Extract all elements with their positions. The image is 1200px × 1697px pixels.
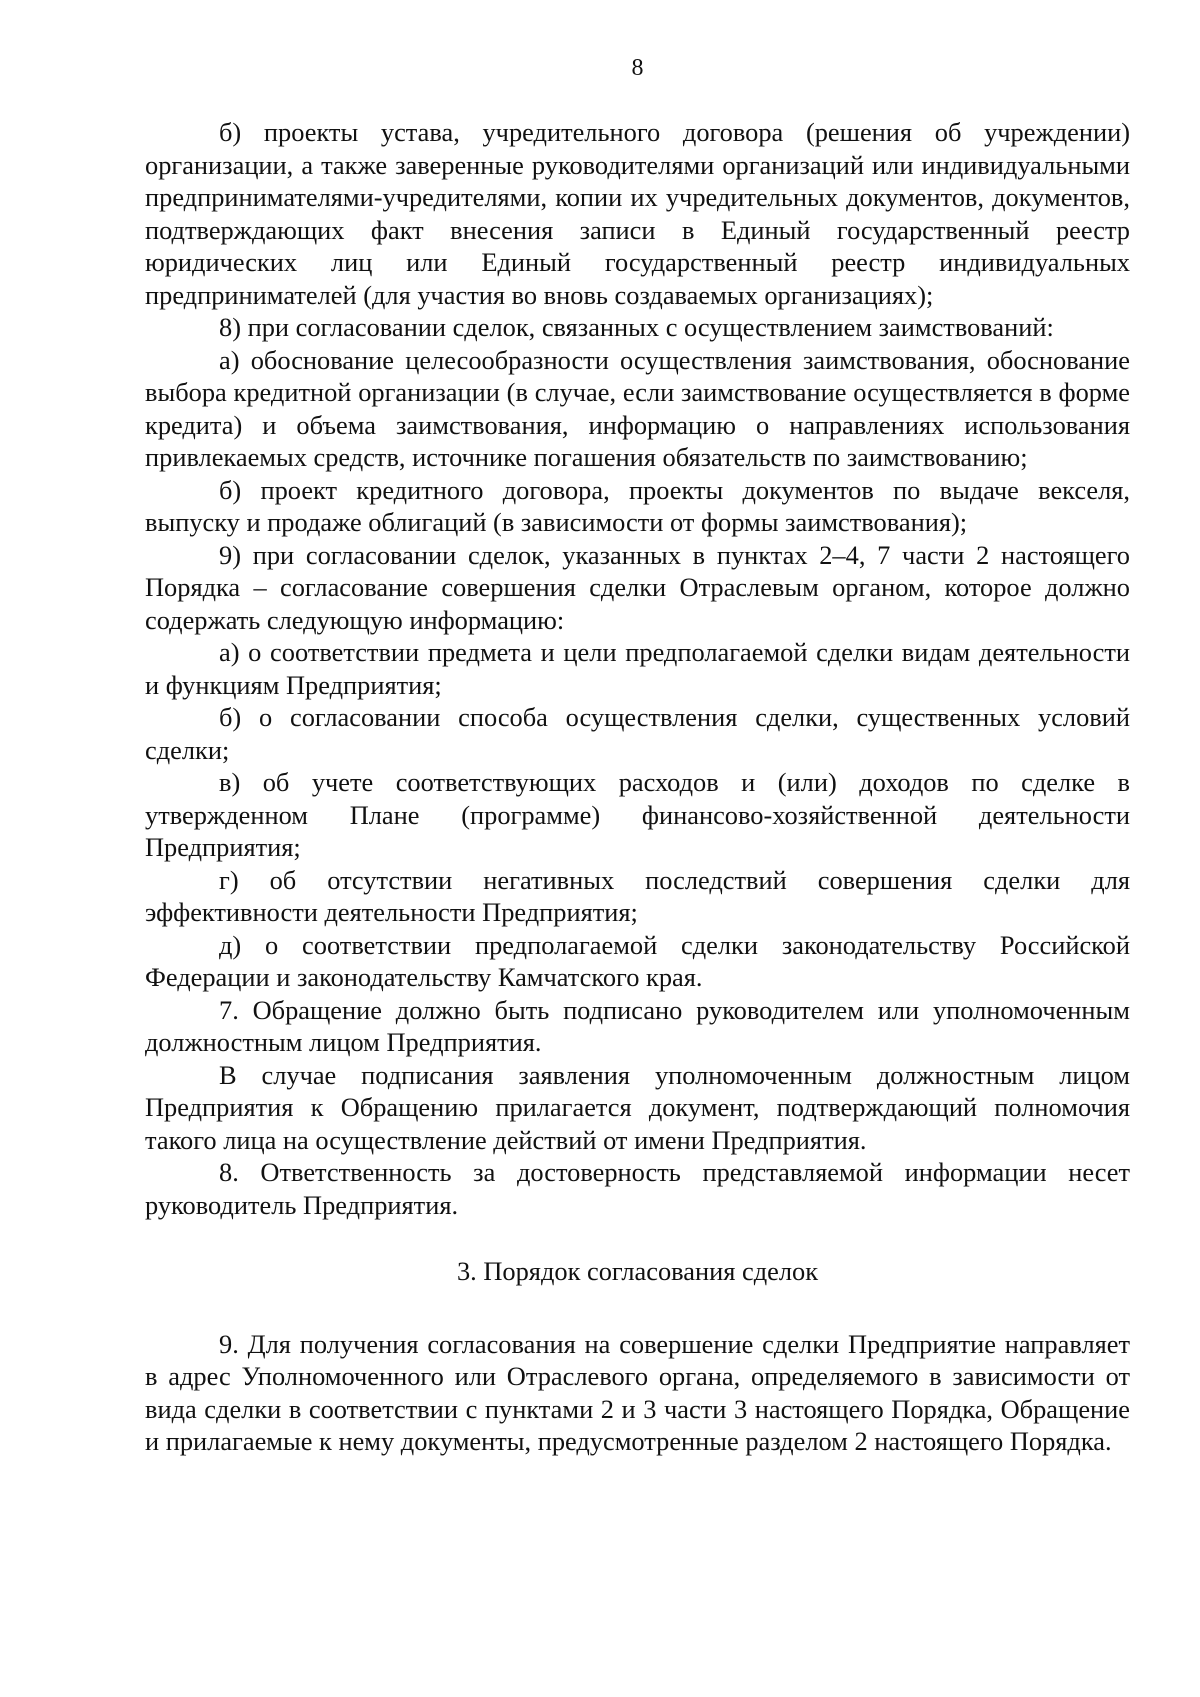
section-heading: 3. Порядок согласования сделок [456,1256,819,1286]
paragraph-authorized-person: В случае подписания заявления уполномоченным должностным лицом Предприятия к Обращению прилагается документ, подтверждающий полномочия такого лица на осуществление действий от имени Предприятия. [145,1059,1130,1155]
paragraph-9-branch-approval: 9) при согласовании сделок, указанных в пунктах 2–4, 7 части 2 настоящего Порядка – согласование совершения сделки Отраслевым органом, которое должно содержать следующую информацию: [145,539,1130,635]
paragraph-d-legal-compliance: д) о соответствии предполагаемой сделки законодательству Российской Федерации и законодательству Камчатского края. [145,929,1130,992]
paragraph-a-purpose-compliance: а) о соответствии предмета и цели предполагаемой сделки видам деятельности и функциям Предприятия; [145,637,1130,700]
paragraph-8-responsibility: 8. Ответственность за достоверность представляемой информации несет руководитель Предприятия. [145,1157,1130,1220]
paragraph-g-no-negative-effects: г) об отсутствии негативных последствий совершения сделки для эффективности деятельности Предприятия; [145,864,1130,927]
paragraph-8-borrowing-deals: 8) при согласовании сделок, связанных с осуществлением заимствований: [219,312,1054,342]
page-number: 8 [631,55,644,81]
paragraph-a-borrowing-justification: а) обоснование целесообразности осуществления заимствования, обоснование выбора кредитной организации (в случае, если заимствование осуществляется в форме кредита) и объема заимствования, информацию о направлениях использования привлекаемых средств, источнике погашения обязательств по заимствованию; [145,344,1130,472]
paragraph-b-charter-drafts: б) проекты устава, учредительного договора (решения об учреждении) организации, а также заверенные руководителями организаций или индивидуальными предпринимателями-учредителями, копии их учредительных документов, документов, подтверждающих факт внесения записи в Единый государственный реестр юридических лиц или Единый государственный реестр индивидуальных предпринимателей (для участия во вновь создаваемых организациях); [145,117,1130,310]
paragraph-b-method-approval: б) о согласовании способа осуществления сделки, существенных условий сделки; [145,702,1130,765]
paragraph-b-credit-agreement-draft: б) проект кредитного договора, проекты документов по выдаче векселя, выпуску и продаже облигаций (в зависимости от формы заимствования); [145,474,1130,537]
paragraph-7-signature: 7. Обращение должно быть подписано руководителем или уполномоченным должностным лицом Предприятия. [145,994,1130,1057]
paragraph-9-submission: 9. Для получения согласования на совершение сделки Предприятие направляет в адрес Уполномоченного или Отраслевого органа, определяемого в зависимости от вида сделки в соответствии с пунктами 2 и 3 части 3 настоящего Порядка, Обращение и прилагаемые к нему документы, предусмотренные разделом 2 настоящего Порядка. [145,1328,1130,1456]
paragraph-v-expense-accounting: в) об учете соответствующих расходов и (или) доходов по сделке в утвержденном Плане (программе) финансово-хозяйственной деятельности Предприятия; [145,767,1130,862]
document-page [145,52,1130,1458]
